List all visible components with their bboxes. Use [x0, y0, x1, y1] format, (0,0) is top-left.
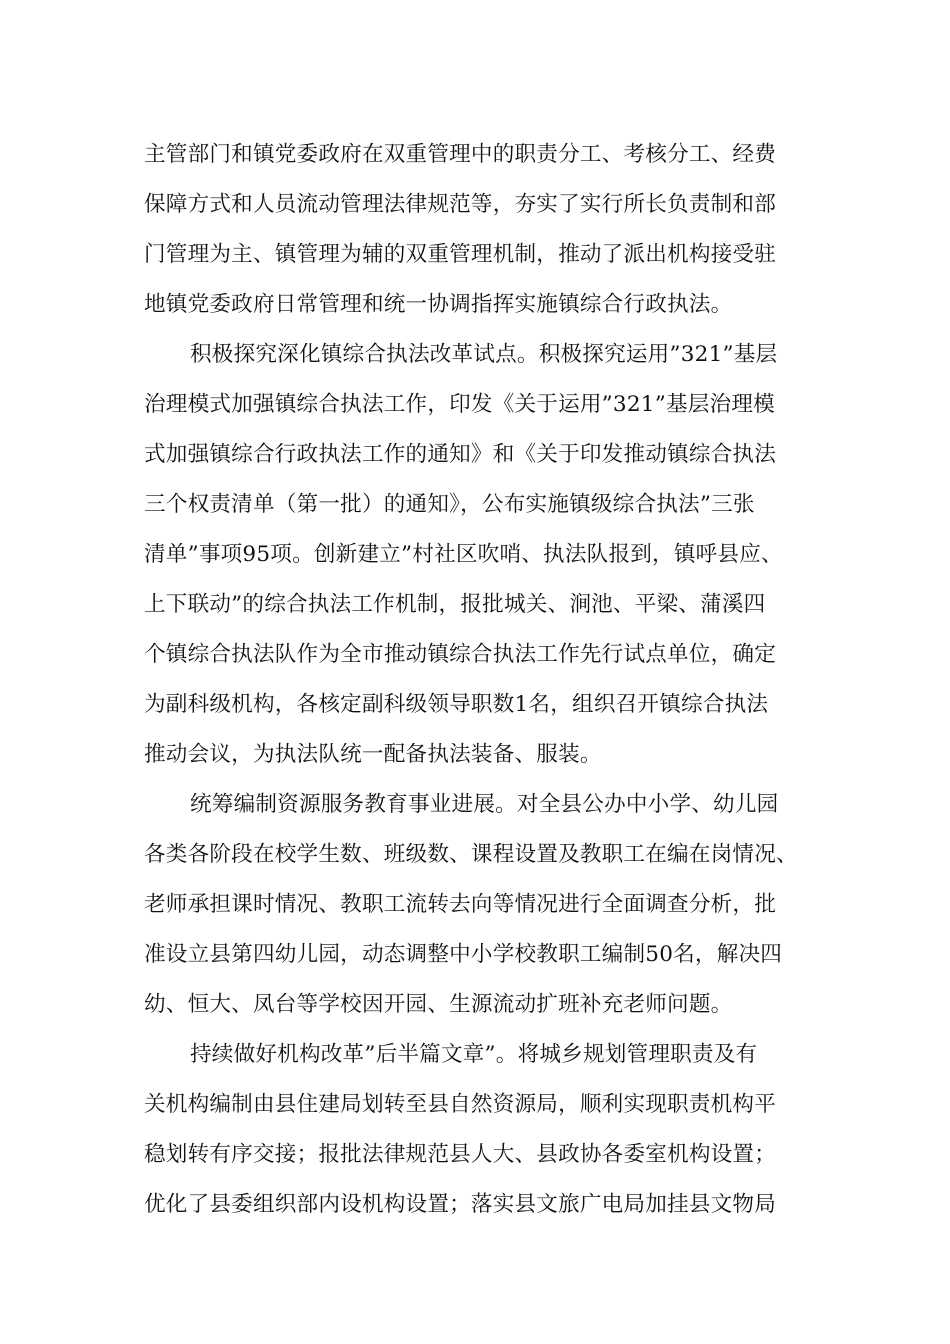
text-line: 个镇综合执法队作为全市推动镇综合执法工作先行试点单位，确定 [144, 642, 777, 667]
paragraph-1 [144, 130, 814, 330]
text-line: 上下联动”的综合执法工作机制，报批城关、涧池、平梁、蒲溪四 [144, 592, 766, 617]
text-line: 持续做好机构改革”后半篇文章”。将城乡规划管理职责及有 [190, 1042, 758, 1067]
text-line: 积极探究深化镇综合执法改革试点。积极探究运用”321”基层 [190, 342, 778, 367]
text-line: 式加强镇综合行政执法工作的通知》和《关于印发推动镇综合执法 [144, 442, 777, 467]
paragraph-3 [144, 780, 814, 1030]
text-line: 优化了县委组织部内设机构设置；落实县文旅广电局加挂县文物局 [144, 1192, 777, 1217]
text-line: 各类各阶段在校学生数、班级数、课程设置及教职工在编在岗情况、 [144, 842, 798, 867]
paragraph-2 [144, 330, 814, 780]
text-line: 门管理为主、镇管理为辅的双重管理机制，推动了派出机构接受驻 [144, 242, 777, 267]
text-line: 准设立县第四幼儿园，动态调整中小学校教职工编制50名，解决四 [144, 942, 783, 967]
text-line: 治理模式加强镇综合执法工作，印发《关于运用”321”基层治理模 [144, 392, 775, 417]
text-line: 保障方式和人员流动管理法律规范等，夯实了实行所长负责制和部 [144, 192, 777, 217]
text-line: 清单”事项95项。创新建立”村社区吹哨、执法队报到，镇呼县应、 [144, 542, 783, 567]
text-line: 稳划转有序交接；报批法律规范县人大、县政协各委室机构设置； [144, 1142, 777, 1167]
paragraph-4 [144, 1030, 814, 1230]
text-line: 三个权责清单（第一批）的通知》，公布实施镇级综合执法”三张 [144, 492, 755, 517]
text-line: 幼、恒大、凤台等学校因开园、生源流动扩班补充老师问题。 [144, 992, 733, 1017]
document-body [144, 130, 814, 1230]
text-line: 关机构编制由县住建局划转至县自然资源局，顺利实现职责机构平 [144, 1092, 777, 1117]
text-line: 地镇党委政府日常管理和统一协调指挥实施镇综合行政执法。 [144, 292, 733, 317]
text-line: 老师承担课时情况、教职工流转去向等情况进行全面调查分析，批 [144, 892, 777, 917]
text-line: 为副科级机构，各核定副科级领导职数1名，组织召开镇综合执法 [144, 692, 769, 717]
text-line: 推动会议，为执法队统一配备执法装备、服装。 [144, 742, 602, 767]
text-line: 统筹编制资源服务教育事业进展。对全县公办中小学、幼儿园 [190, 792, 779, 817]
text-line: 主管部门和镇党委政府在双重管理中的职责分工、考核分工、经费 [144, 142, 777, 167]
